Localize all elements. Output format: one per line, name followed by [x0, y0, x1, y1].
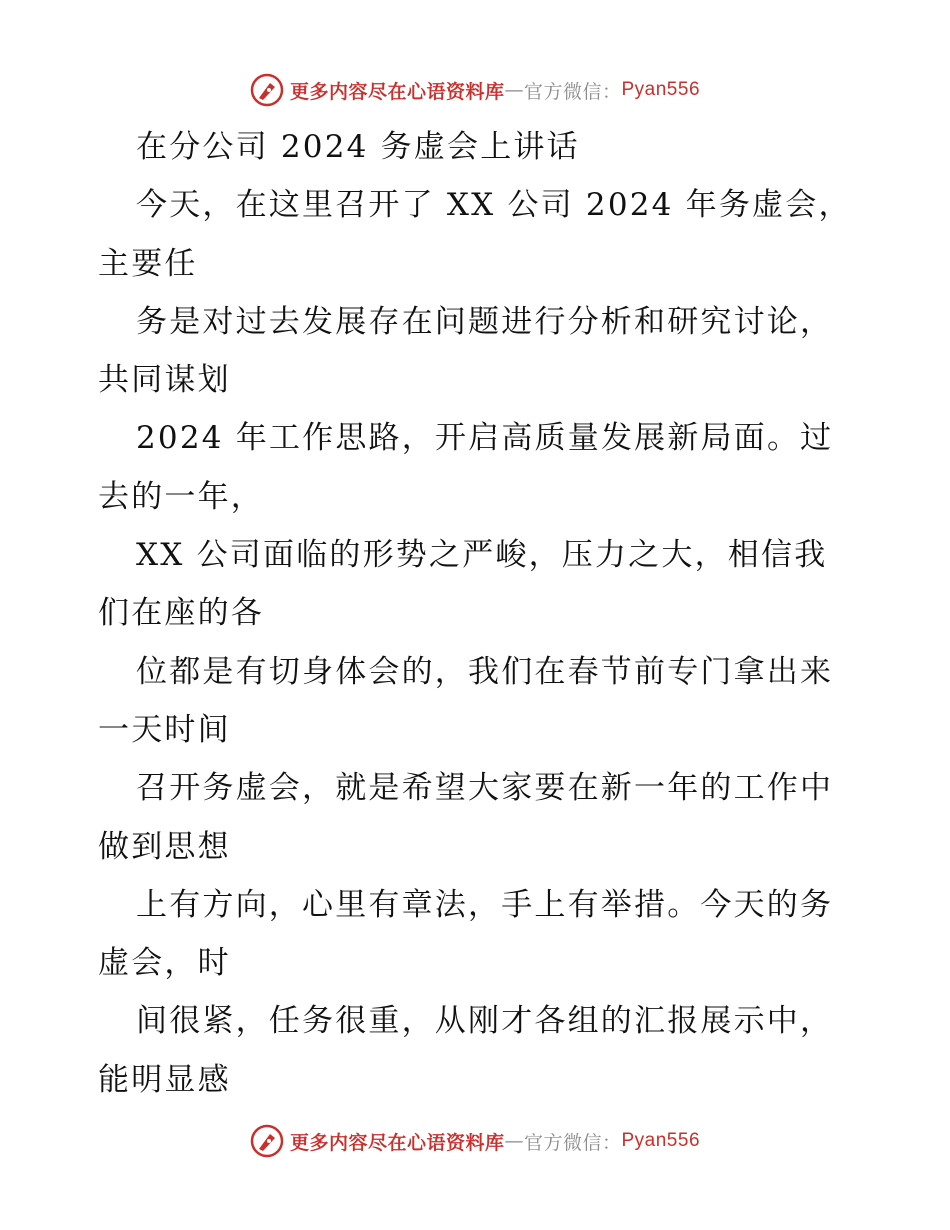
- text-line: 今天，在这里召开了 XX 公司 2024 年务虚会，: [136, 187, 852, 224]
- text-line: 务是对过去发展存在问题进行分析和研究讨论，: [136, 303, 834, 340]
- text-line: 共同谋划: [98, 362, 231, 399]
- text-line: 能明显感: [98, 1061, 231, 1098]
- pen-nib-logo-icon: [250, 1124, 284, 1158]
- text-line: 位都是有切身体会的，我们在春节前专门拿出来: [136, 653, 834, 690]
- text-line: 上有方向，心里有章法，手上有举措。今天的务: [136, 886, 834, 923]
- text-line: 间很紧，任务很重，从刚才各组的汇报展示中，: [136, 1003, 834, 1040]
- text-line: 虚会，时: [98, 945, 231, 982]
- document-body: [98, 118, 868, 1109]
- watermark-dash: —: [504, 79, 524, 101]
- text-line: 去的一年，: [98, 478, 264, 515]
- header-watermark: [0, 70, 950, 110]
- text-line: 主要任: [98, 245, 198, 282]
- watermark-wechat-id: Pyan556: [621, 79, 701, 100]
- footer-watermark: [0, 1121, 950, 1161]
- text-line: 召开务虚会，就是希望大家要在新一年的工作中: [136, 770, 834, 807]
- watermark-wechat-label: 官方微信：: [523, 1131, 622, 1154]
- watermark-main-text: 更多内容尽在心语资料库: [289, 1131, 505, 1154]
- pen-nib-logo-icon: [250, 73, 284, 107]
- watermark-dash: —: [504, 1130, 524, 1152]
- watermark-wechat-label: 官方微信：: [523, 80, 622, 103]
- text-line: 一天时间: [98, 711, 231, 748]
- text-line: 做到思想: [98, 828, 231, 865]
- text-line: 们在座的各: [98, 595, 264, 632]
- text-line: 在分公司 2024 务虚会上讲话: [136, 129, 580, 165]
- watermark-main-text: 更多内容尽在心语资料库: [289, 80, 505, 103]
- text-line: 2024 年工作思路，开启高质量发展新局面。过: [136, 420, 834, 457]
- text-line: XX 公司面临的形势之严峻，压力之大，相信我: [136, 537, 828, 574]
- watermark-wechat-id: Pyan556: [621, 1130, 701, 1151]
